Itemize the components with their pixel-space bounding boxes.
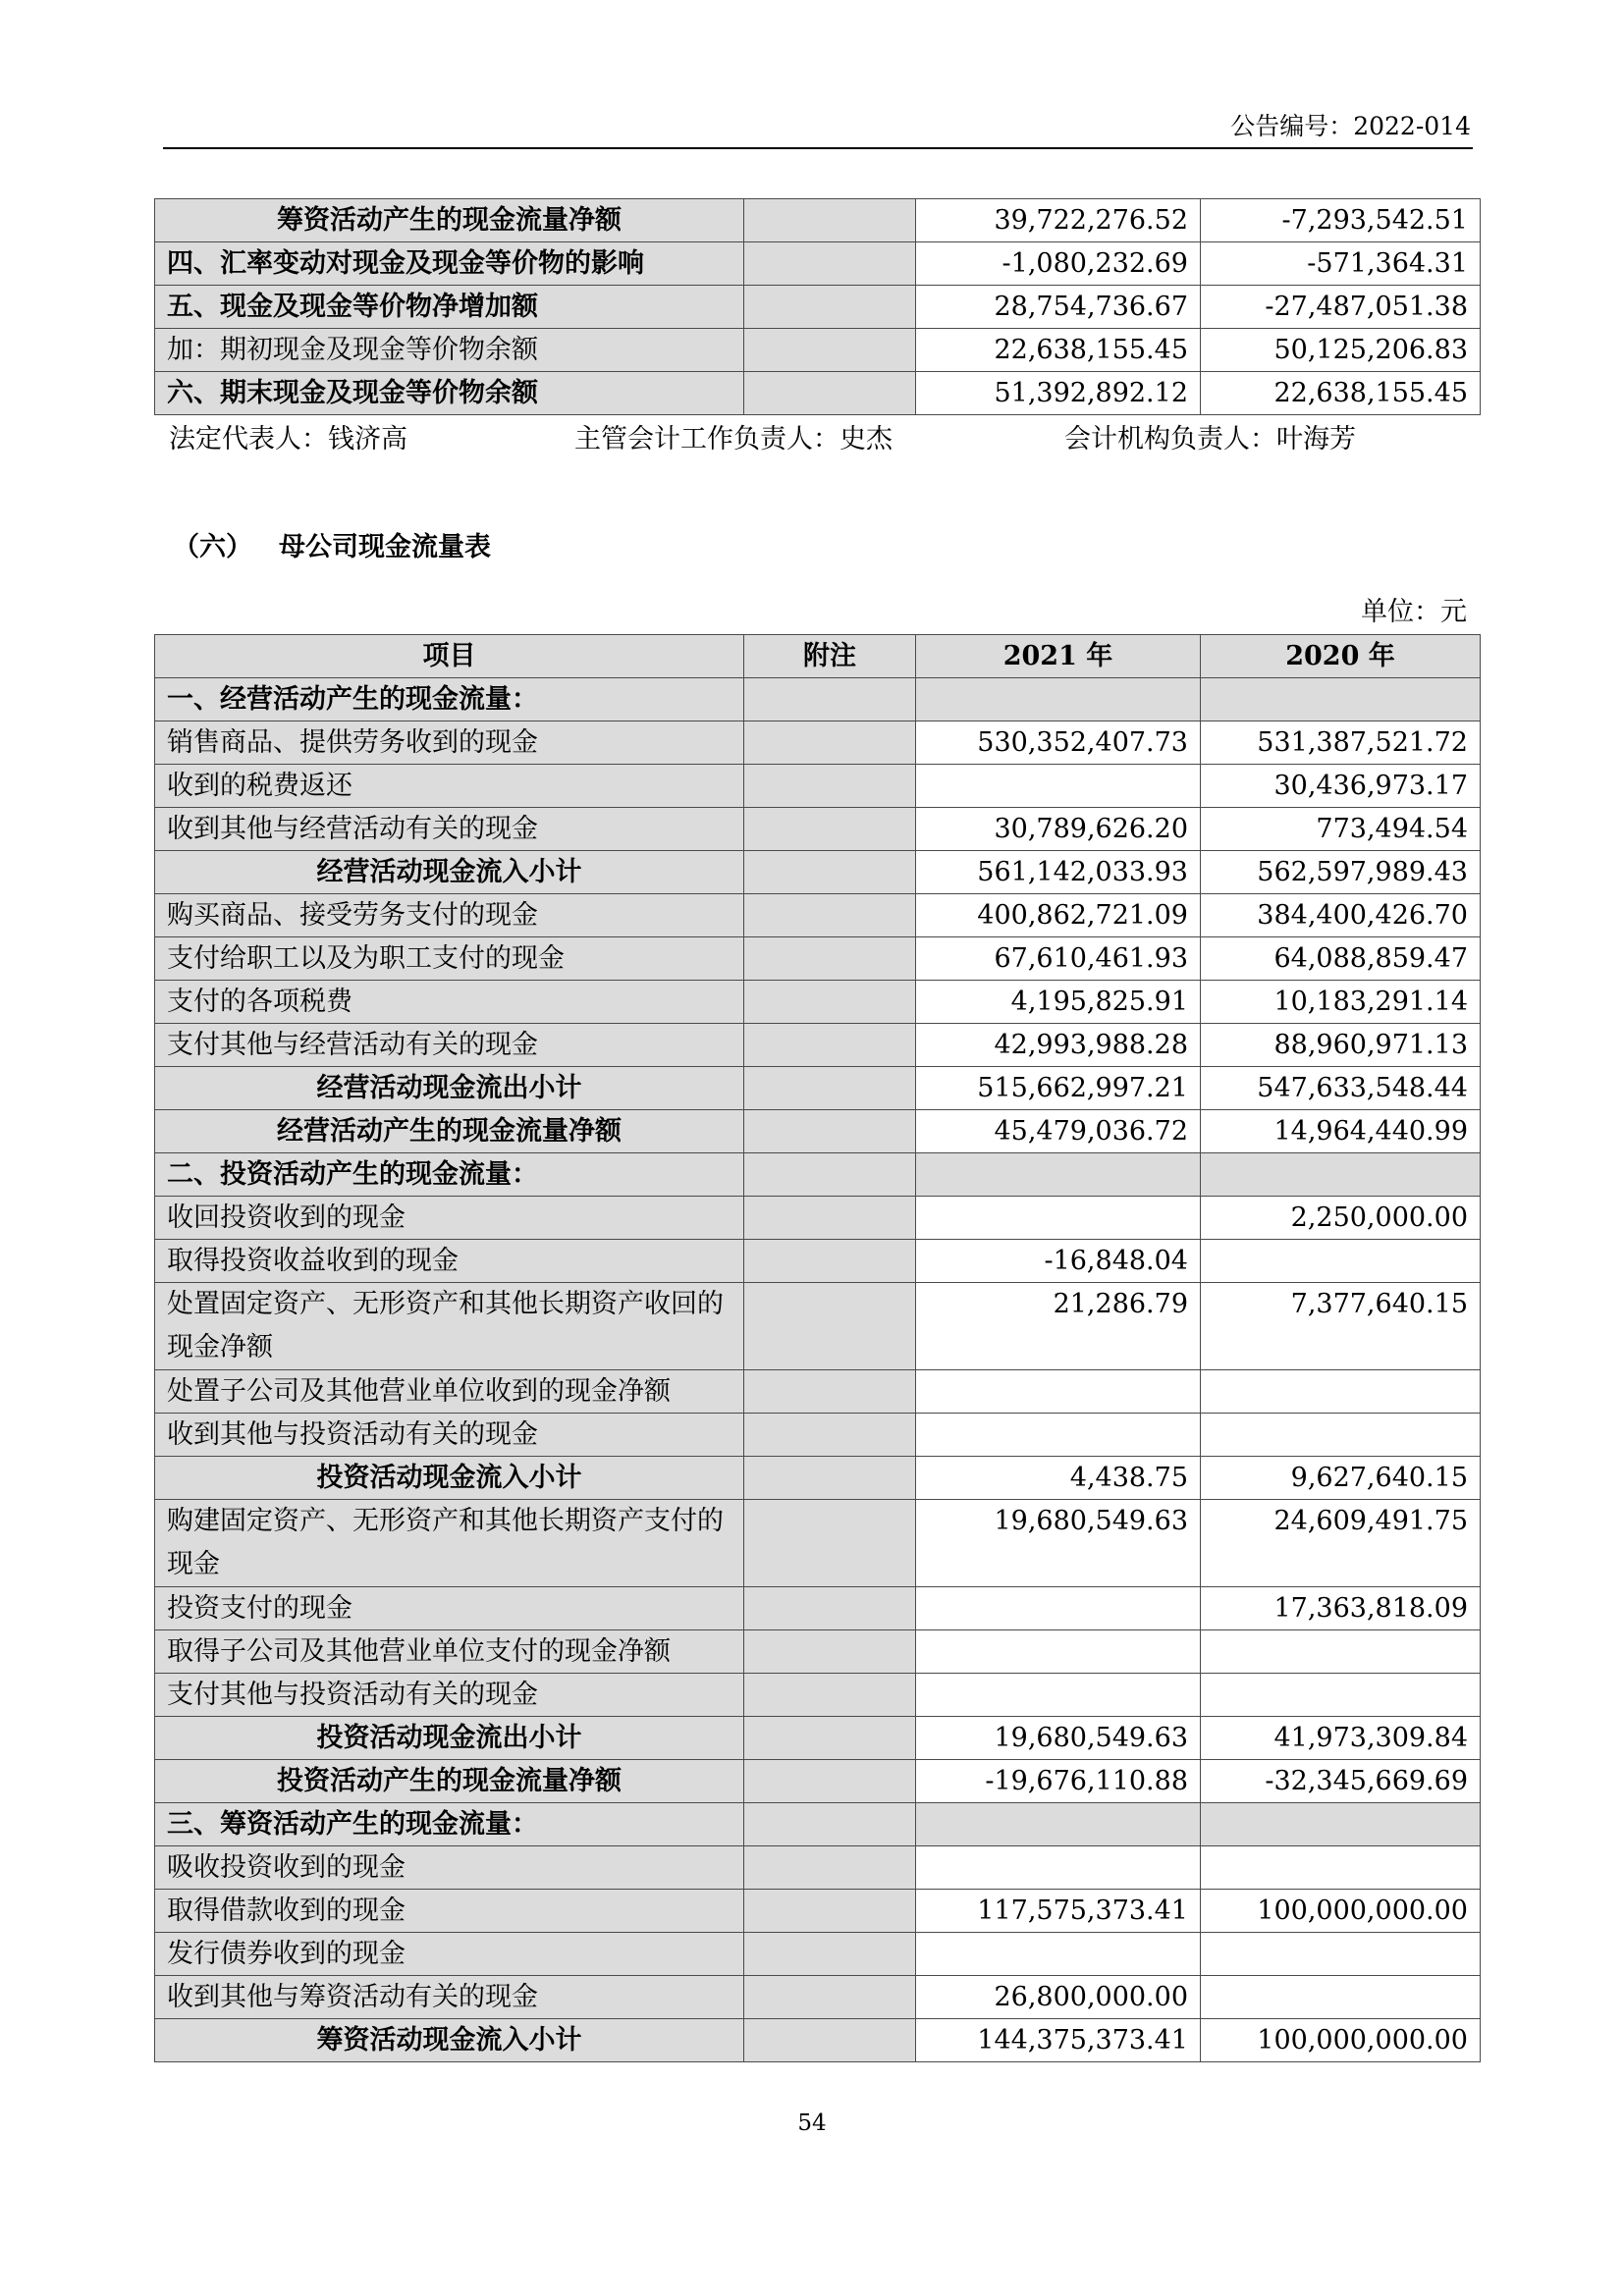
row-note	[744, 1500, 916, 1587]
row-value-2021	[916, 1370, 1201, 1414]
row-value-2020: 10,183,291.14	[1201, 981, 1481, 1024]
table-row	[155, 1457, 1481, 1500]
table-row	[155, 981, 1481, 1024]
row-value-2021	[916, 1153, 1201, 1197]
table-row	[155, 937, 1481, 981]
row-value-2020: -27,487,051.38	[1201, 286, 1481, 329]
row-value-2021: 4,438.75	[916, 1457, 1201, 1500]
row-note	[744, 329, 916, 372]
row-note	[744, 372, 916, 415]
row-value-2020: -7,293,542.51	[1201, 199, 1481, 242]
row-note	[744, 1630, 916, 1674]
row-note	[744, 2019, 916, 2062]
row-value-2021: 4,195,825.91	[916, 981, 1201, 1024]
row-value-2020: 773,494.54	[1201, 808, 1481, 851]
row-value-2020: 30,436,973.17	[1201, 765, 1481, 808]
row-value-2021	[916, 1846, 1201, 1890]
table-row	[155, 678, 1481, 721]
row-item-name: 发行债券收到的现金	[155, 1933, 744, 1976]
table-row	[155, 1674, 1481, 1717]
row-item-name: 处置子公司及其他营业单位收到的现金净额	[155, 1370, 744, 1414]
row-value-2020	[1201, 1803, 1481, 1846]
row-value-2020: 384,400,426.70	[1201, 894, 1481, 937]
row-note	[744, 242, 916, 286]
header-note: 附注	[744, 635, 916, 678]
header-item: 项目	[155, 635, 744, 678]
row-item-name: 支付的各项税费	[155, 981, 744, 1024]
row-value-2020	[1201, 1370, 1481, 1414]
row-value-2021: -19,676,110.88	[916, 1760, 1201, 1803]
row-item-name: 吸收投资收到的现金	[155, 1846, 744, 1890]
table-row	[155, 1283, 1481, 1370]
row-value-2021: 19,680,549.63	[916, 1717, 1201, 1760]
row-value-2020: 24,609,491.75	[1201, 1500, 1481, 1587]
row-value-2021: 19,680,549.63	[916, 1500, 1201, 1587]
row-note	[744, 1803, 916, 1846]
row-value-2021: -16,848.04	[916, 1240, 1201, 1283]
row-value-2021: 28,754,736.67	[916, 286, 1201, 329]
row-value-2021: 26,800,000.00	[916, 1976, 1201, 2019]
row-item-name: 销售商品、提供劳务收到的现金	[155, 721, 744, 765]
row-value-2021: 51,392,892.12	[916, 372, 1201, 415]
row-item-name: 加：期初现金及现金等价物余额	[155, 329, 744, 372]
row-value-2020: 100,000,000.00	[1201, 2019, 1481, 2062]
accounting-head: 主管会计工作负责人：史杰	[574, 424, 893, 454]
row-value-2021	[916, 1803, 1201, 1846]
row-note	[744, 1933, 916, 1976]
row-note	[744, 1976, 916, 2019]
row-item-name: 购买商品、接受劳务支付的现金	[155, 894, 744, 937]
table-row	[155, 851, 1481, 894]
table-row	[155, 808, 1481, 851]
row-value-2020: -571,364.31	[1201, 242, 1481, 286]
row-item-name: 经营活动产生的现金流量净额	[155, 1110, 744, 1153]
row-note	[744, 678, 916, 721]
row-item-name: 二、投资活动产生的现金流量：	[155, 1153, 744, 1197]
row-note	[744, 1067, 916, 1110]
table-row	[155, 242, 1481, 286]
table-row	[155, 286, 1481, 329]
table-row	[155, 1370, 1481, 1414]
row-note	[744, 1240, 916, 1283]
row-item-name: 收到其他与投资活动有关的现金	[155, 1414, 744, 1457]
table-row	[155, 894, 1481, 937]
row-value-2020: 41,973,309.84	[1201, 1717, 1481, 1760]
row-value-2020: 100,000,000.00	[1201, 1890, 1481, 1933]
row-value-2020	[1201, 1153, 1481, 1197]
row-value-2020	[1201, 1630, 1481, 1674]
announcement-number: 公告编号：2022-014	[1230, 112, 1471, 140]
row-note	[744, 1717, 916, 1760]
row-value-2021: 561,142,033.93	[916, 851, 1201, 894]
row-value-2020: 14,964,440.99	[1201, 1110, 1481, 1153]
row-note	[744, 1110, 916, 1153]
row-item-name: 五、现金及现金等价物净增加额	[155, 286, 744, 329]
row-value-2020: 17,363,818.09	[1201, 1587, 1481, 1630]
row-note	[744, 1370, 916, 1414]
row-note	[744, 808, 916, 851]
row-note	[744, 1760, 916, 1803]
row-item-name: 收到其他与经营活动有关的现金	[155, 808, 744, 851]
unit-label: 单位：元	[1361, 597, 1467, 627]
row-value-2020	[1201, 1414, 1481, 1457]
row-note	[744, 1674, 916, 1717]
row-note	[744, 1457, 916, 1500]
header-2020: 2020 年	[1201, 635, 1481, 678]
row-value-2021: 42,993,988.28	[916, 1024, 1201, 1067]
row-note	[744, 981, 916, 1024]
row-value-2021	[916, 678, 1201, 721]
row-value-2020: 7,377,640.15	[1201, 1283, 1481, 1370]
row-item-name: 支付其他与投资活动有关的现金	[155, 1674, 744, 1717]
table-row	[155, 721, 1481, 765]
row-value-2021: 530,352,407.73	[916, 721, 1201, 765]
row-item-name: 取得投资收益收到的现金	[155, 1240, 744, 1283]
row-value-2020: 50,125,206.83	[1201, 329, 1481, 372]
table-row	[155, 1110, 1481, 1153]
row-note	[744, 1024, 916, 1067]
page-number: 54	[797, 2110, 827, 2136]
document-header	[163, 112, 1473, 149]
row-value-2020	[1201, 1976, 1481, 2019]
section-number: （六）	[173, 532, 252, 562]
table-header-row	[155, 635, 1481, 678]
row-value-2021: 39,722,276.52	[916, 199, 1201, 242]
row-value-2021: 144,375,373.41	[916, 2019, 1201, 2062]
table-row	[155, 1197, 1481, 1240]
table-row	[155, 1500, 1481, 1587]
row-item-name: 购建固定资产、无形资产和其他长期资产支付的现金	[155, 1500, 744, 1587]
row-value-2020	[1201, 1846, 1481, 1890]
row-item-name: 支付其他与经营活动有关的现金	[155, 1024, 744, 1067]
row-value-2021: 30,789,626.20	[916, 808, 1201, 851]
row-note	[744, 1846, 916, 1890]
row-item-name: 六、期末现金及现金等价物余额	[155, 372, 744, 415]
row-note	[744, 765, 916, 808]
row-value-2020: 547,633,548.44	[1201, 1067, 1481, 1110]
row-item-name: 三、筹资活动产生的现金流量：	[155, 1803, 744, 1846]
row-note	[744, 1153, 916, 1197]
row-note	[744, 1414, 916, 1457]
table-row	[155, 1803, 1481, 1846]
table-row	[155, 1587, 1481, 1630]
section-heading	[173, 528, 491, 567]
row-value-2020	[1201, 1674, 1481, 1717]
row-value-2021	[916, 1674, 1201, 1717]
row-item-name: 投资活动现金流入小计	[155, 1457, 744, 1500]
row-value-2021	[916, 1933, 1201, 1976]
table-row	[155, 1630, 1481, 1674]
row-item-name: 取得借款收到的现金	[155, 1890, 744, 1933]
table-row	[155, 2019, 1481, 2062]
table-row	[155, 372, 1481, 415]
row-value-2020	[1201, 1933, 1481, 1976]
row-value-2020	[1201, 678, 1481, 721]
row-item-name: 筹资活动现金流入小计	[155, 2019, 744, 2062]
table-row	[155, 1846, 1481, 1890]
row-note	[744, 1587, 916, 1630]
section-title: 母公司现金流量表	[279, 532, 491, 562]
row-item-name: 处置固定资产、无形资产和其他长期资产收回的现金净额	[155, 1283, 744, 1370]
row-value-2020: 64,088,859.47	[1201, 937, 1481, 981]
row-value-2020: 9,627,640.15	[1201, 1457, 1481, 1500]
row-note	[744, 937, 916, 981]
row-item-name: 经营活动现金流出小计	[155, 1067, 744, 1110]
row-value-2020	[1201, 1240, 1481, 1283]
legal-representative: 法定代表人：钱济高	[169, 424, 407, 454]
table-row	[155, 765, 1481, 808]
parent-company-cash-flow-table	[154, 634, 1481, 2062]
row-value-2021	[916, 765, 1201, 808]
table-row	[155, 1153, 1481, 1197]
row-note	[744, 851, 916, 894]
table-row	[155, 199, 1481, 242]
row-item-name: 经营活动现金流入小计	[155, 851, 744, 894]
row-note	[744, 286, 916, 329]
row-value-2021	[916, 1414, 1201, 1457]
table-row	[155, 329, 1481, 372]
row-value-2020: 22,638,155.45	[1201, 372, 1481, 415]
table-row	[155, 1760, 1481, 1803]
row-value-2020: 531,387,521.72	[1201, 721, 1481, 765]
row-value-2021	[916, 1587, 1201, 1630]
row-item-name: 取得子公司及其他营业单位支付的现金净额	[155, 1630, 744, 1674]
row-value-2021	[916, 1630, 1201, 1674]
row-note	[744, 1197, 916, 1240]
row-value-2021: 515,662,997.21	[916, 1067, 1201, 1110]
row-value-2020: 2,250,000.00	[1201, 1197, 1481, 1240]
row-value-2021: 117,575,373.41	[916, 1890, 1201, 1933]
row-item-name: 支付给职工以及为职工支付的现金	[155, 937, 744, 981]
table-row	[155, 1067, 1481, 1110]
accounting-institution-head: 会计机构负责人：叶海芳	[1064, 424, 1356, 454]
row-item-name: 投资活动现金流出小计	[155, 1717, 744, 1760]
row-value-2021: 45,479,036.72	[916, 1110, 1201, 1153]
row-item-name: 收到其他与筹资活动有关的现金	[155, 1976, 744, 2019]
table-row	[155, 1024, 1481, 1067]
row-item-name: 收到的税费返还	[155, 765, 744, 808]
table-row	[155, 1414, 1481, 1457]
row-note	[744, 721, 916, 765]
row-value-2021: 67,610,461.93	[916, 937, 1201, 981]
row-value-2020: 88,960,971.13	[1201, 1024, 1481, 1067]
table-row	[155, 1976, 1481, 2019]
table-row	[155, 1717, 1481, 1760]
row-item-name: 筹资活动产生的现金流量净额	[155, 199, 744, 242]
header-2021: 2021 年	[916, 635, 1201, 678]
row-value-2020: 562,597,989.43	[1201, 851, 1481, 894]
row-value-2021: -1,080,232.69	[916, 242, 1201, 286]
row-note	[744, 199, 916, 242]
row-value-2021: 400,862,721.09	[916, 894, 1201, 937]
row-note	[744, 894, 916, 937]
cash-flow-table-continued	[154, 198, 1481, 415]
table-row	[155, 1933, 1481, 1976]
row-value-2021	[916, 1197, 1201, 1240]
row-item-name: 投资活动产生的现金流量净额	[155, 1760, 744, 1803]
table-row	[155, 1240, 1481, 1283]
row-value-2020: -32,345,669.69	[1201, 1760, 1481, 1803]
row-item-name: 四、汇率变动对现金及现金等价物的影响	[155, 242, 744, 286]
row-item-name: 投资支付的现金	[155, 1587, 744, 1630]
row-item-name: 一、经营活动产生的现金流量：	[155, 678, 744, 721]
row-value-2021: 21,286.79	[916, 1283, 1201, 1370]
row-value-2021: 22,638,155.45	[916, 329, 1201, 372]
row-note	[744, 1283, 916, 1370]
row-item-name: 收回投资收到的现金	[155, 1197, 744, 1240]
row-note	[744, 1890, 916, 1933]
table-row	[155, 1890, 1481, 1933]
